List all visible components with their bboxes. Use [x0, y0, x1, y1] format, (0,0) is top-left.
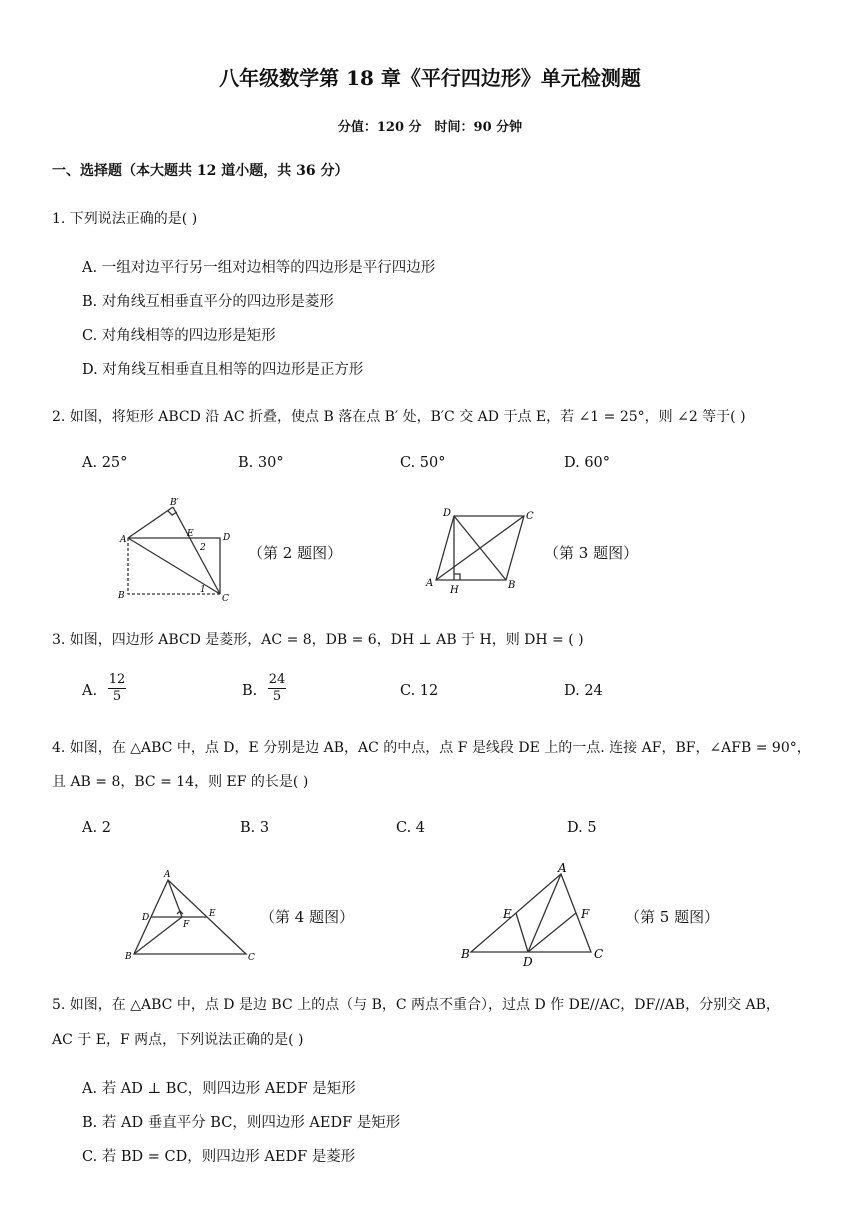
q3-option-a-fraction: [108, 672, 126, 704]
q2-label-2: 2: [200, 543, 206, 553]
q3-option-c: C. 12: [400, 683, 439, 699]
q4-figure-caption: （第 4 题图）: [260, 908, 355, 926]
q5-option-b: B. 若 AD 垂直平分 BC，则四边形 AEDF 是矩形: [82, 1115, 401, 1131]
q3-option-b-numerator: 24: [268, 672, 286, 687]
q2-option-d: D. 60°: [564, 455, 611, 471]
q2-segment-ab: [128, 507, 173, 538]
q5-segment-ad: [528, 874, 561, 952]
q3-label-h: H: [450, 585, 459, 596]
q3-option-a-denominator: 5: [108, 688, 126, 704]
q1-option-c: C. 对角线相等的四边形是矩形: [82, 328, 276, 344]
q5-option-c: C. 若 BD = CD，则四边形 AEDF 是菱形: [82, 1149, 356, 1165]
q3-figure: [420, 502, 534, 598]
q2-label-e: E: [187, 529, 194, 539]
q3-figure-caption: （第 3 题图）: [544, 544, 639, 562]
q4-label-d: D: [142, 913, 150, 923]
q2-stem: 2. 如图，将矩形 ABCD 沿 AC 折叠，使点 B 落在点 B′ 处，B′C 交 AD 于点 E，若 ∠1 = 25°，则 ∠2 等于( ): [52, 409, 746, 425]
q2-option-c: C. 50°: [400, 455, 446, 471]
q3-label-c: C: [526, 511, 534, 522]
q5-label-f: F: [581, 907, 590, 921]
q2-figure: [110, 495, 240, 605]
q4-figure: [120, 866, 260, 966]
q5-label-a: A: [558, 861, 567, 875]
exam-meta: 分值：120 分 时间：90 分钟: [337, 120, 523, 135]
q3-option-d: D. 24: [564, 683, 603, 699]
q4-stem-line2: 且 AB = 8，BC = 14，则 EF 的长是( ): [52, 774, 309, 790]
q3-right-angle-mark: [454, 574, 460, 580]
q4-label-a: A: [164, 870, 171, 880]
q5-segment-fd: [528, 913, 576, 952]
q5-label-d: D: [523, 955, 533, 969]
q4-label-e: E: [209, 909, 216, 919]
q2-label-a: A: [120, 535, 127, 545]
q2-label-d: D: [223, 533, 231, 543]
q5-stem-line1: 5. 如图，在 △ABC 中，点 D 是边 BC 上的点（与 B，C 两点不重合），过点 D 作 DE//AC，DF//AB，分别交 AB，: [52, 997, 780, 1013]
q4-option-d: D. 5: [567, 820, 597, 836]
page-title: 八年级数学第 18 章《平行四边形》单元检测题: [219, 66, 641, 90]
q4-option-a: A. 2: [82, 820, 111, 836]
q5-figure: [455, 862, 615, 968]
q4-option-b: B. 3: [240, 820, 270, 836]
q1-option-d: D. 对角线互相垂直且相等的四边形是正方形: [82, 362, 364, 378]
q3-stem: 3. 如图，四边形 ABCD 是菱形，AC = 8，DB = 6，DH ⊥ AB 于 H，则 DH = ( ): [52, 632, 584, 648]
q3-option-a-numerator: 12: [108, 672, 126, 687]
section-heading: 一、选择题（本大题共 12 道小题，共 36 分）: [52, 163, 349, 179]
q4-stem-line1: 4. 如图，在 △ABC 中，点 D，E 分别是边 AB，AC 的中点，点 F 是线段 DE 上的一点. 连接 AF，BF，∠AFB = 90°，: [52, 740, 811, 756]
q5-option-a: A. 若 AD ⊥ BC，则四边形 AEDF 是矩形: [82, 1081, 356, 1097]
q4-option-c: C. 4: [396, 820, 426, 836]
q3-option-b: B.: [242, 683, 258, 699]
q5-label-c: C: [594, 947, 604, 961]
q2-segment-bc: [173, 507, 220, 594]
q5-label-e: E: [503, 907, 512, 921]
q2-diagonal-ac: [128, 538, 220, 594]
q5-stem-line2: AC 于 E，F 两点，下列说法正确的是( ): [52, 1032, 304, 1048]
q3-option-b-fraction: [268, 672, 286, 704]
q2-label-b: B: [118, 591, 125, 601]
q5-segment-ed: [516, 913, 528, 952]
q3-label-b: B: [508, 580, 516, 591]
q1-option-a: A. 一组对边平行另一组对边相等的四边形是平行四边形: [82, 260, 436, 276]
q2-label-c: C: [222, 594, 229, 604]
q3-option-b-denominator: 5: [268, 688, 286, 704]
q5-figure-caption: （第 5 题图）: [625, 908, 720, 926]
q4-label-f: F: [183, 920, 190, 930]
q4-label-c: C: [248, 953, 255, 963]
q3-option-a: A.: [82, 683, 98, 699]
q2-label-bprime: B′: [170, 498, 179, 508]
q2-figure-caption: （第 2 题图）: [248, 544, 343, 562]
q3-label-a: A: [426, 578, 434, 589]
q2-option-b: B. 30°: [238, 455, 284, 471]
q2-option-a: A. 25°: [82, 455, 128, 471]
q5-label-b: B: [461, 947, 470, 961]
q3-diagonal-ac: [436, 516, 524, 580]
q3-label-d: D: [443, 508, 452, 519]
q2-label-1: 1: [200, 585, 206, 595]
q4-label-b: B: [125, 952, 132, 962]
q5-triangle-abc: [471, 874, 591, 952]
q1-option-b: B. 对角线互相垂直平分的四边形是菱形: [82, 294, 334, 310]
q1-stem: 1. 下列说法正确的是( ): [52, 211, 198, 227]
